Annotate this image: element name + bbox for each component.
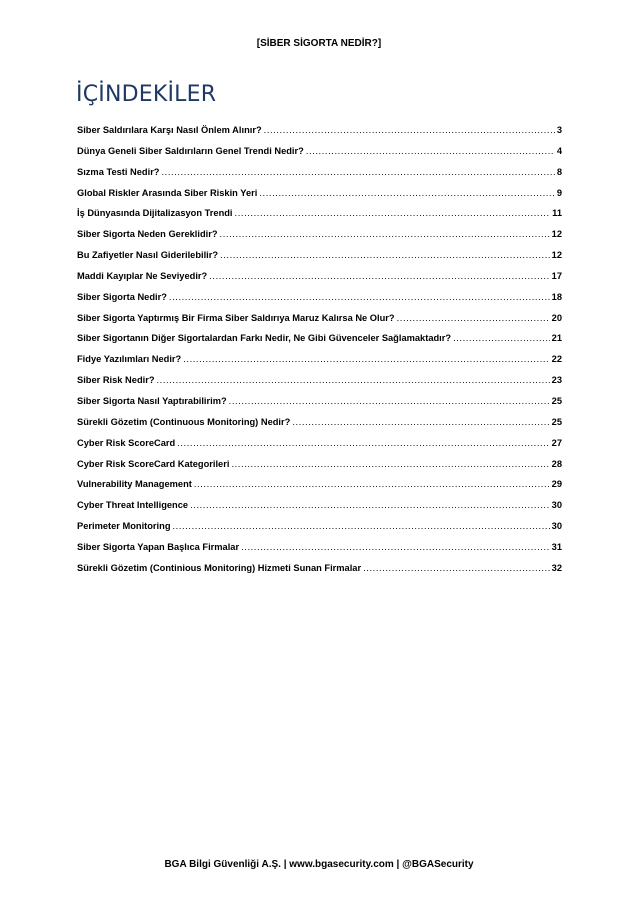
- toc-entry[interactable]: [77, 500, 562, 521]
- toc-dot-leader: [220, 250, 550, 260]
- toc-dot-leader: [235, 208, 551, 218]
- page-footer: BGA Bilgi Güvenliği A.Ş. | www.bgasecurity.com | @BGASecurity: [164, 859, 474, 870]
- toc-entry-title: Vulnerability Management: [77, 479, 192, 490]
- toc-entry-title: Sürekli Gözetim (Continious Monitoring) Hizmeti Sunan Firmalar: [77, 562, 362, 573]
- toc-entry-title: Siber Sigortanın Diğer Sigortalardan Farkı Nedir, Ne Gibi Güvenceler Sağlamaktadır?: [77, 333, 452, 344]
- toc-entry-page: 20: [551, 312, 562, 323]
- toc-heading: İÇİNDEKİLER: [76, 82, 217, 107]
- toc-entry-page: 11: [552, 208, 562, 219]
- toc-entry-title: Fidye Yazılımları Nedir?: [77, 354, 182, 365]
- toc-dot-leader: [177, 438, 549, 448]
- toc-entry[interactable]: [77, 396, 562, 417]
- toc-entry-title: Cyber Risk ScoreCard: [77, 437, 176, 448]
- toc-entry-page: 21: [551, 333, 562, 344]
- toc-entry-title: Siber Saldırılara Karşı Nasıl Önlem Alınır?: [77, 125, 262, 135]
- toc-entry[interactable]: [77, 417, 562, 438]
- toc-entry-title: Sürekli Gözetim (Continuous Monitoring) Nedir?: [77, 416, 291, 427]
- toc-entry-title: Siber Sigorta Neden Gereklidir?: [77, 229, 218, 240]
- toc-entry-page: 22: [551, 354, 562, 365]
- toc-entry[interactable]: [77, 188, 562, 209]
- toc-entry-title: Bu Zafiyetler Nasıl Giderilebilir?: [77, 250, 219, 261]
- toc-dot-leader: [169, 292, 550, 302]
- toc-entry[interactable]: [77, 292, 562, 313]
- toc-dot-leader: [259, 188, 554, 198]
- toc-entry[interactable]: [77, 250, 562, 271]
- toc-dot-leader: [157, 375, 550, 385]
- toc-dot-leader: [363, 563, 550, 573]
- toc-entry-page: 17: [551, 270, 562, 281]
- toc-entry-title: Siber Sigorta Nedir?: [77, 291, 167, 302]
- toc-entry-page: 3: [556, 125, 562, 135]
- toc-entry-page: 4: [556, 145, 562, 156]
- toc-dot-leader: [453, 333, 550, 343]
- toc-entry[interactable]: [77, 333, 562, 354]
- toc-entry-title: Siber Sigorta Nasıl Yaptırabilirim?: [77, 395, 227, 406]
- toc-dot-leader: [209, 271, 549, 281]
- toc-dot-leader: [397, 313, 550, 323]
- toc-dot-leader: [292, 417, 549, 427]
- toc-entry[interactable]: [77, 125, 562, 146]
- toc-dot-leader: [264, 125, 555, 135]
- toc-entry-title: Dünya Geneli Siber Saldırıların Genel Trendi Nedir?: [77, 145, 304, 156]
- toc-dot-leader: [173, 521, 550, 531]
- toc-entry-page: 30: [551, 500, 562, 511]
- toc-entry-page: 28: [551, 458, 562, 469]
- toc-entry-page: 9: [556, 187, 562, 198]
- toc-entry-title: Perimeter Monitoring: [77, 521, 171, 532]
- page-header: [SİBER SİGORTA NEDİR?]: [256, 38, 382, 49]
- toc-dot-leader: [306, 146, 555, 156]
- toc-entry[interactable]: [77, 354, 562, 375]
- toc-dot-leader: [194, 479, 550, 489]
- table-of-contents: [77, 125, 562, 584]
- toc-entry-page: 23: [551, 375, 562, 386]
- toc-dot-leader: [162, 167, 555, 177]
- toc-entry-page: 29: [551, 479, 562, 490]
- toc-entry[interactable]: [77, 271, 562, 292]
- toc-entry-page: 27: [551, 437, 562, 448]
- toc-entry-page: 12: [551, 250, 562, 261]
- toc-entry[interactable]: [77, 459, 562, 480]
- toc-entry-title: Maddi Kayıplar Ne Seviyedir?: [77, 270, 208, 281]
- toc-entry[interactable]: [77, 542, 562, 563]
- toc-entry-title: Global Riskler Arasında Siber Riskin Yeri: [77, 187, 258, 198]
- toc-entry-title: Sızma Testi Nedir?: [77, 166, 160, 177]
- toc-entry-page: 25: [551, 416, 562, 427]
- toc-entry[interactable]: [77, 375, 562, 396]
- toc-dot-leader: [220, 229, 550, 239]
- toc-entry-title: Siber Risk Nedir?: [77, 375, 155, 386]
- toc-entry-page: 8: [556, 166, 562, 177]
- toc-entry-title: Siber Sigorta Yaptırmış Bir Firma Siber Saldırıya Maruz Kalırsa Ne Olur?: [77, 312, 395, 323]
- toc-entry[interactable]: [77, 208, 562, 229]
- toc-entry[interactable]: [77, 229, 562, 250]
- toc-dot-leader: [190, 500, 550, 510]
- toc-entry[interactable]: [77, 313, 562, 334]
- toc-entry-title: İş Dünyasında Dijitalizasyon Trendi: [77, 208, 233, 219]
- toc-entry-title: Cyber Threat Intelligence: [77, 500, 189, 511]
- toc-entry-page: 12: [551, 229, 562, 240]
- toc-entry-page: 30: [551, 521, 562, 532]
- toc-entry-title: Siber Sigorta Yapan Başlıca Firmalar: [77, 541, 240, 552]
- toc-entry[interactable]: [77, 146, 562, 167]
- toc-entry-page: 18: [551, 291, 562, 302]
- toc-entry[interactable]: [77, 167, 562, 188]
- toc-entry-page: 31: [551, 541, 562, 552]
- toc-entry[interactable]: [77, 438, 562, 459]
- toc-entry-page: 25: [551, 395, 562, 406]
- toc-entry[interactable]: [77, 563, 562, 584]
- toc-entry[interactable]: [77, 521, 562, 542]
- toc-dot-leader: [183, 354, 549, 364]
- toc-entry[interactable]: [77, 479, 562, 500]
- toc-entry-title: Cyber Risk ScoreCard Kategorileri: [77, 458, 230, 469]
- toc-dot-leader: [229, 396, 550, 406]
- toc-dot-leader: [231, 459, 549, 469]
- toc-dot-leader: [241, 542, 550, 552]
- toc-entry-page: 32: [551, 562, 562, 573]
